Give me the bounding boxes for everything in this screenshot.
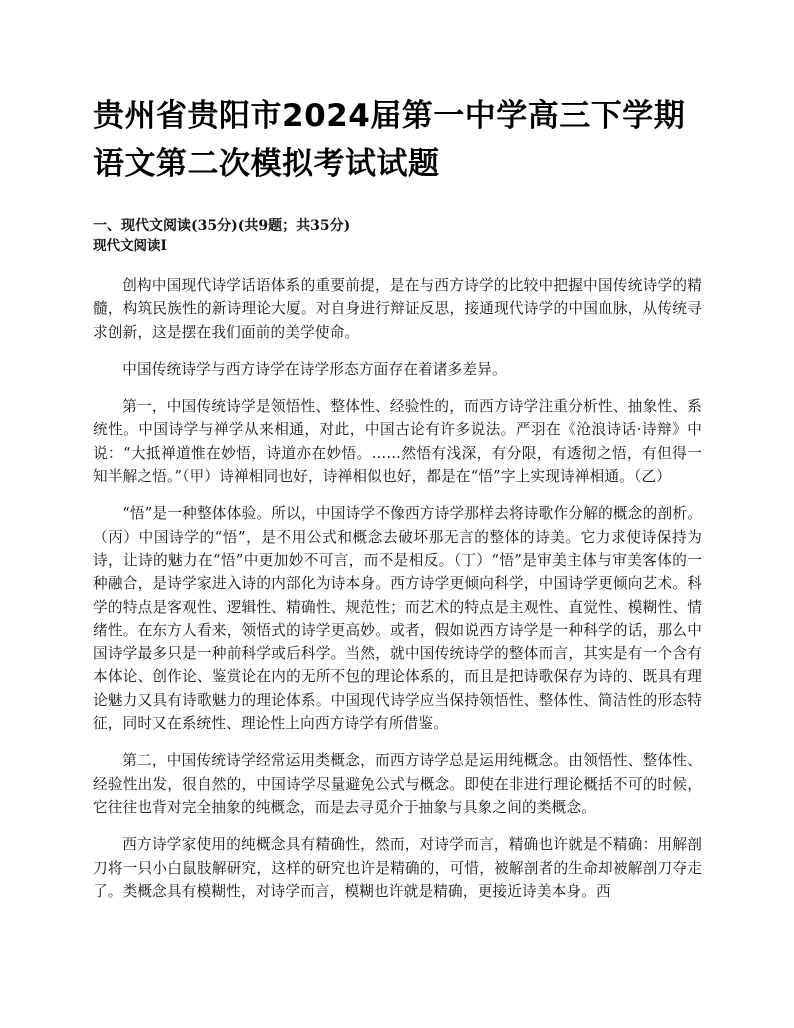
paragraph-6: 西方诗学家使用的纯概念具有精确性，然而，对诗学而言，精确也许就是不精确：用解剖刀将一只小白鼠肢解研究，这样的研究也许是精确的，可惜，被解剖者的生命却被解剖刀夺走了。类概念具有模糊性，对诗学而言，模糊也许就是精确，更接近诗美本身。西 [93,836,702,900]
paragraph-3: 第一，中国传统诗学是领悟性、整体性、经验性的，而西方诗学注重分析性、抽象性、系统性。中国诗学与禅学从来相通，对此，中国古论有许多说法。严羽在《沧浪诗话·诗辩》中说：“大抵禅道惟在妙悟，诗道亦在妙悟。……然悟有浅深，有分限，有透彻之悟，有但得一知半解之悟。”（甲）诗禅相同也好，诗禅相似也好，都是在“悟”字上实现诗禅相通。（乙） [93,398,702,486]
sub-heading: 现代文阅读I [93,238,167,254]
paragraph-4: “悟”是一种整体体验。所以，中国诗学不像西方诗学那样去将诗歌作分解的概念的剖析。（丙）中国诗学的“悟”，是不用公式和概念去破坏那无言的整体的诗美。它力求使诗保持为诗，让诗的魅力在“悟”中更加妙不可言，而不是相反。（丁）“悟”是审美主体与审美客体的一种融合，是诗学家进入诗的内部化为诗本身。西方诗学更倾向科学，中国诗学更倾向艺术。科学的特点是客观性、逻辑性、精确性、规范性；而艺术的特点是主观性、直觉性、模糊性、情绪性。在东方人看来，领悟式的诗学更高妙。或者，假如说西方诗学是一种科学的话，那么中国诗学最多只是一种前科学或后科学。当然，就中国传统诗学的整体而言，其实是有一个含有本体论、创作论、鉴赏论在内的无所不包的理论体系的，而且是把诗歌保存为诗的、既具有理论魅力又具有诗歌魅力的理论体系。中国现代诗学应当保持领悟性、整体性、简洁性的形态特征，同时又在系统性、理论性上向西方诗学有所借鉴。 [93,505,702,733]
section-heading: 一、现代文阅读(35分)(共9题；共35分) [93,218,351,234]
paragraph-5: 第二，中国传统诗学经常运用类概念，而西方诗学总是运用纯概念。由领悟性、整体性、经验性出发，很自然的，中国诗学尽量避免公式与概念。即使在非进行理论概括不可的时候，它往往也背对完全抽象的纯概念，而是去寻觅介于抽象与具象之间的类概念。 [93,752,702,816]
paragraph-1: 创构中国现代诗学话语体系的重要前提，是在与西方诗学的比较中把握中国传统诗学的精髓，构筑民族性的新诗理论大厦。对自身进行辩证反思，接通现代诗学的中国血脉，从传统寻求创新，这是摆在我们面前的美学使命。 [93,277,702,341]
document-title: 贵州省贵阳市2024届第一中学高三下学期语文第二次模拟考试试题 [93,98,686,182]
paragraph-2: 中国传统诗学与西方诗学在诗学形态方面存在着诸多差异。 [122,360,507,378]
